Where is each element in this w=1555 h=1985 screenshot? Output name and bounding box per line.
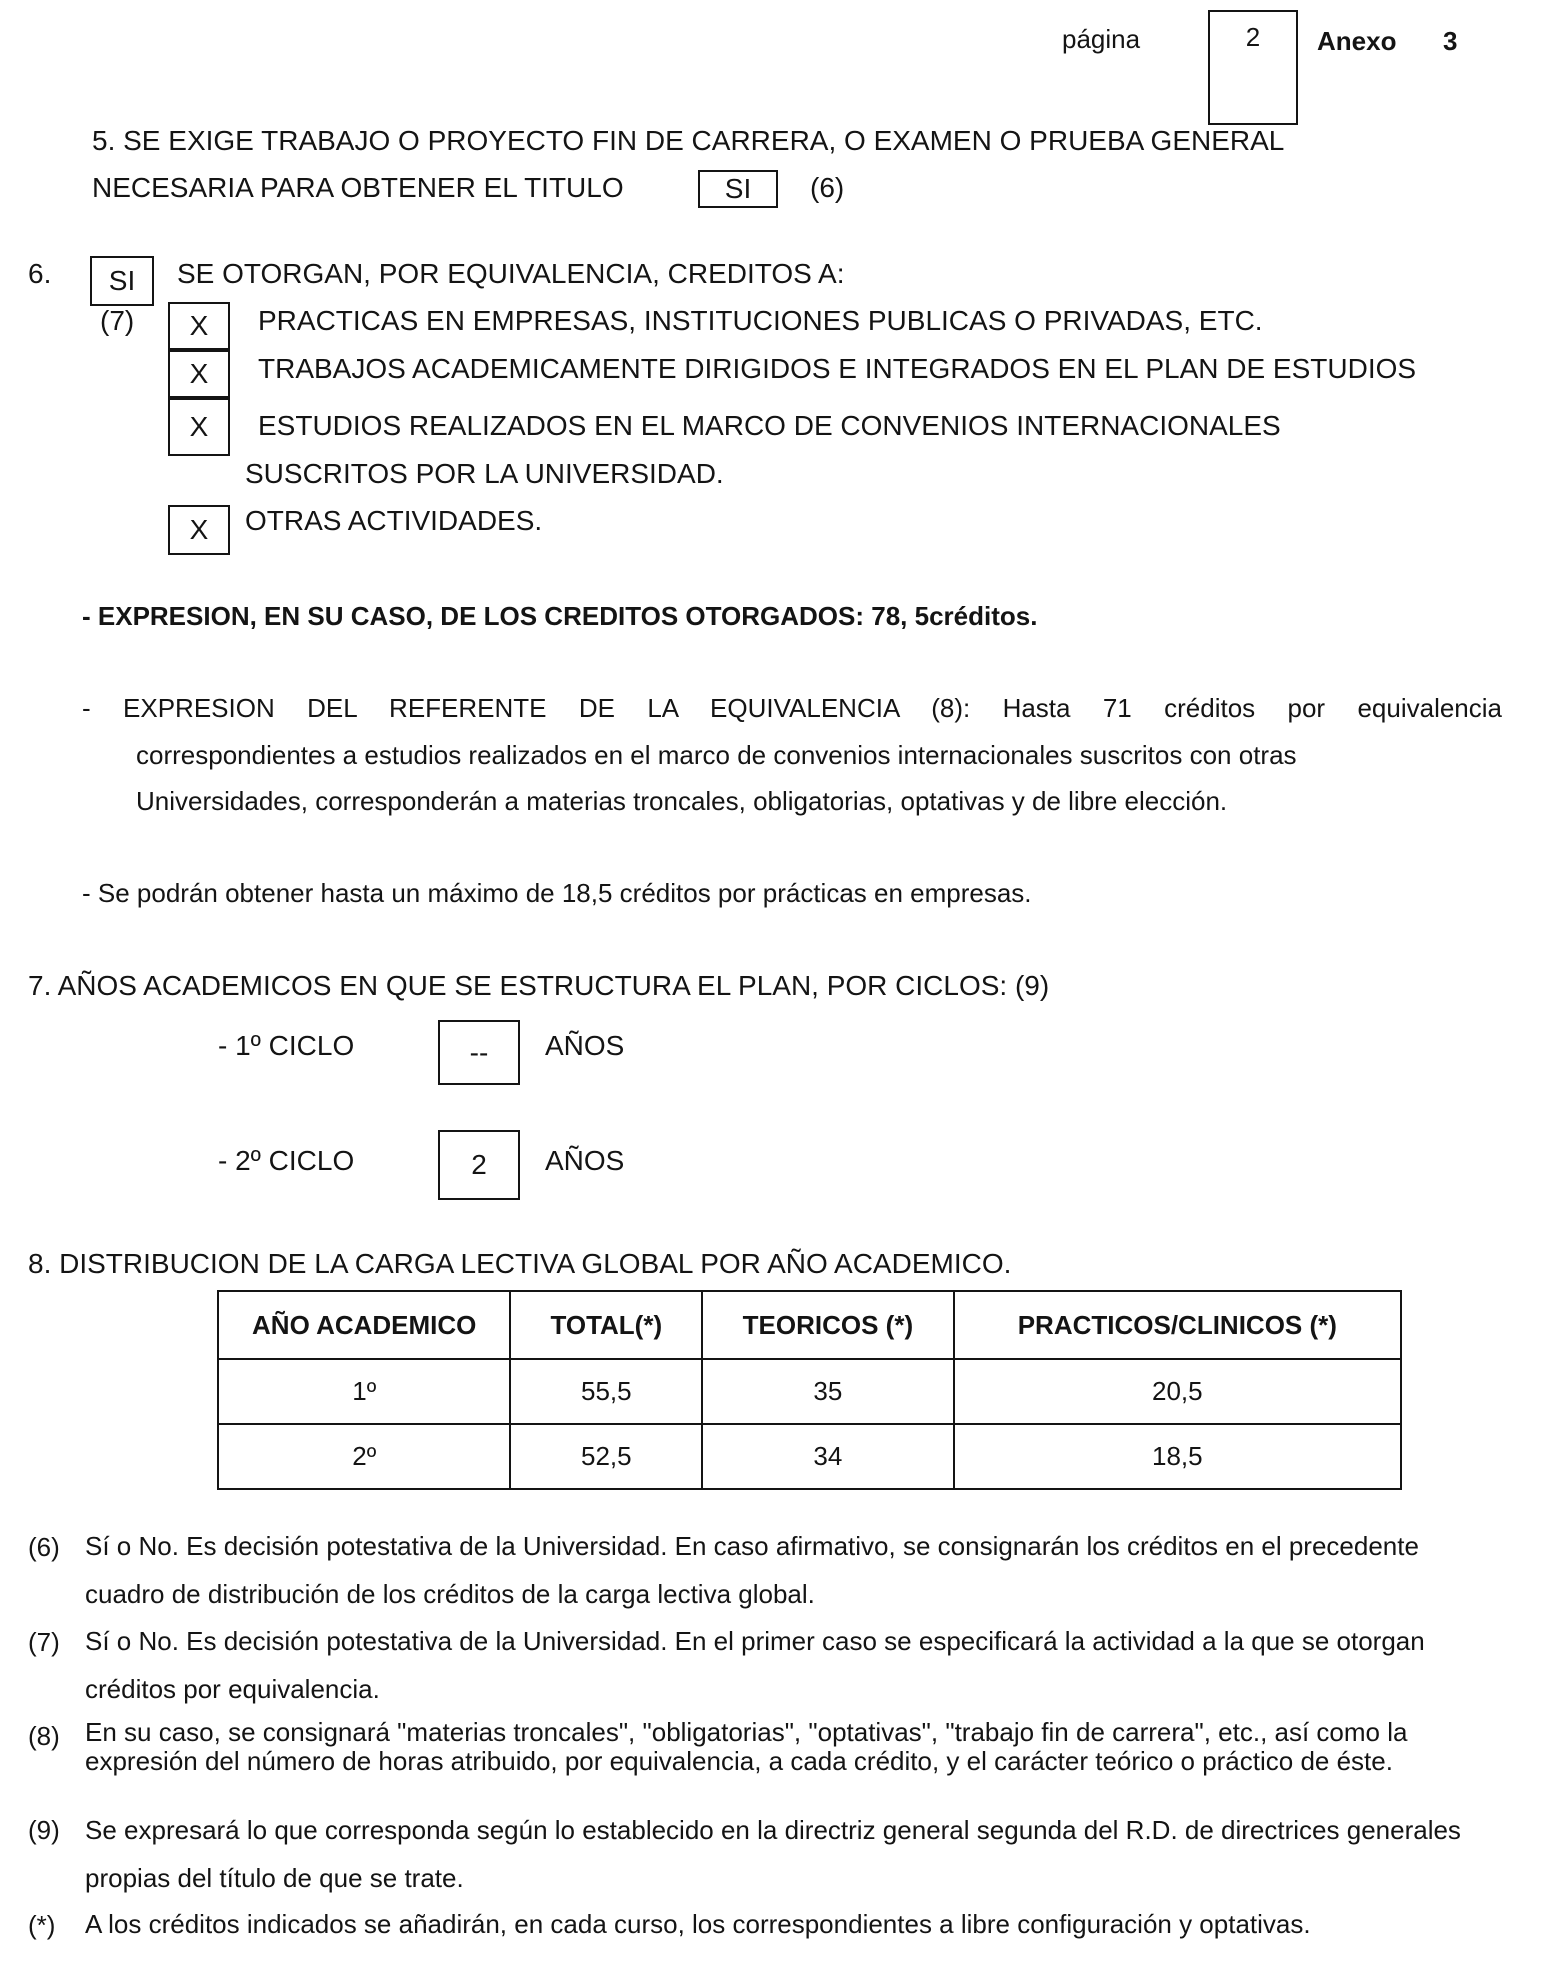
academic-load-table	[217, 1290, 1402, 1490]
checkbox-mark: X	[189, 411, 209, 442]
checkbox-trabajos	[168, 350, 230, 398]
item-estudios-label: ESTUDIOS REALIZADOS EN EL MARCO DE CONVENIOS INTERNACIONALES	[258, 410, 1281, 441]
cycle1-value: --	[469, 1036, 489, 1068]
annex-number: 3	[1443, 26, 1458, 56]
checkbox-otras	[168, 505, 230, 555]
section6-title: SE OTORGAN, POR EQUIVALENCIA, CREDITOS A:	[177, 258, 845, 289]
referent-line2: correspondientes a estudios realizados en el marco de convenios internacionales suscritos con otras	[136, 740, 1297, 770]
section6-answer: SI	[108, 265, 136, 296]
cycle2-value-box	[438, 1130, 520, 1200]
checkbox-mark: X	[189, 514, 209, 545]
referent-line3: Universidades, corresponderán a materias troncales, obligatorias, optativas y de libre elección.	[136, 786, 1228, 816]
practices-line: - Se podrán obtener hasta un máximo de 18,5 créditos por prácticas en empresas.	[82, 878, 1032, 908]
referent-line1: - EXPRESION DEL REFERENTE DE LA EQUIVALENCIA (8): Hasta 71 créditos por equivalencia	[82, 693, 1502, 723]
page-number: 2	[1245, 22, 1261, 52]
table-row	[218, 1359, 1401, 1424]
annex-label: Anexo	[1317, 26, 1397, 56]
section6-note-ref: (7)	[100, 305, 135, 336]
section5-line2: NECESARIA PARA OBTENER EL TITULO	[92, 172, 624, 203]
item-practicas-label: PRACTICAS EN EMPRESAS, INSTITUCIONES PUBLICAS O PRIVADAS, ETC.	[258, 305, 1263, 336]
cycle2-unit: AÑOS	[545, 1145, 625, 1176]
note-star-text: A los créditos indicados se añadirán, en cada curso, los correspondientes a libre configuración y optativas.	[85, 1909, 1311, 1939]
section6-answer-box	[90, 256, 154, 306]
page-label: página	[1062, 24, 1141, 54]
cell-total: 52,5	[510, 1424, 702, 1489]
table-header-row	[218, 1291, 1401, 1359]
cell-practicos: 18,5	[954, 1424, 1401, 1489]
cycle2-value: 2	[471, 1149, 487, 1180]
section5-answer: SI	[724, 173, 752, 204]
cycle1-unit: AÑOS	[545, 1030, 625, 1061]
header-teoricos: TEORICOS (*)	[702, 1291, 954, 1359]
checkbox-practicas	[168, 302, 230, 350]
page-number-box	[1208, 10, 1298, 125]
note-7-ref: (7)	[28, 1627, 60, 1657]
checkbox-mark: X	[189, 358, 209, 389]
cell-practicos: 20,5	[954, 1359, 1401, 1424]
note-star-ref: (*)	[28, 1910, 56, 1940]
checkbox-mark: X	[189, 310, 209, 341]
note-8-ref: (8)	[28, 1721, 60, 1751]
item-estudios-label-cont: SUSCRITOS POR LA UNIVERSIDAD.	[245, 458, 724, 489]
credits-expression: - EXPRESION, EN SU CASO, DE LOS CREDITOS OTORGADOS: 78, 5créditos.	[82, 601, 1038, 631]
section5-answer-box	[698, 170, 778, 208]
table-row	[218, 1424, 1401, 1489]
section7-title: 7. AÑOS ACADEMICOS EN QUE SE ESTRUCTURA EL PLAN, POR CICLOS: (9)	[28, 970, 1050, 1001]
section8-title: 8. DISTRIBUCION DE LA CARGA LECTIVA GLOBAL POR AÑO ACADEMICO.	[28, 1248, 1012, 1279]
cycle1-label: - 1º CICLO	[218, 1030, 355, 1061]
note-6-ref: (6)	[28, 1532, 60, 1562]
cell-year: 2º	[218, 1424, 510, 1489]
cycle1-value-box	[438, 1020, 520, 1085]
item-otras-label: OTRAS ACTIVIDADES.	[245, 505, 543, 536]
section5-line1: 5. SE EXIGE TRABAJO O PROYECTO FIN DE CARRERA, O EXAMEN O PRUEBA GENERAL	[92, 125, 1285, 156]
note-9-text: Se expresará lo que corresponda según lo establecido en la directriz general segunda del R.D. de directrices generales propias del título de que se trate.	[85, 1815, 1461, 1893]
cell-teoricos: 35	[702, 1359, 954, 1424]
cell-teoricos: 34	[702, 1424, 954, 1489]
cell-total: 55,5	[510, 1359, 702, 1424]
cell-year: 1º	[218, 1359, 510, 1424]
note-8-text: En su caso, se consignará "materias troncales", "obligatorias", "optativas", "trabajo fin de carrera", etc., así como la expresión del número de horas atribuido, por equivalencia, a cada crédito, y el carácter teórico o práctico de éste.	[85, 1717, 1408, 1776]
checkbox-estudios	[168, 398, 230, 456]
note-9-ref: (9)	[28, 1815, 60, 1845]
header-practicos: PRACTICOS/CLINICOS (*)	[954, 1291, 1401, 1359]
note-7-text: Sí o No. Es decisión potestativa de la Universidad. En el primer caso se especificará la actividad a la que se otorgan créditos por equivalencia.	[85, 1626, 1425, 1704]
note-6-text: Sí o No. Es decisión potestativa de la Universidad. En caso afirmativo, se consignarán los créditos en el precedente cuadro de distribución de los créditos de la carga lectiva global.	[85, 1531, 1419, 1609]
header-total: TOTAL(*)	[510, 1291, 702, 1359]
header-ano-academico: AÑO ACADEMICO	[218, 1291, 510, 1359]
cycle2-label: - 2º CICLO	[218, 1145, 355, 1176]
item-trabajos-label: TRABAJOS ACADEMICAMENTE DIRIGIDOS E INTEGRADOS EN EL PLAN DE ESTUDIOS	[258, 353, 1417, 384]
section5-note-ref: (6)	[810, 172, 845, 203]
section6-number: 6.	[28, 258, 52, 289]
